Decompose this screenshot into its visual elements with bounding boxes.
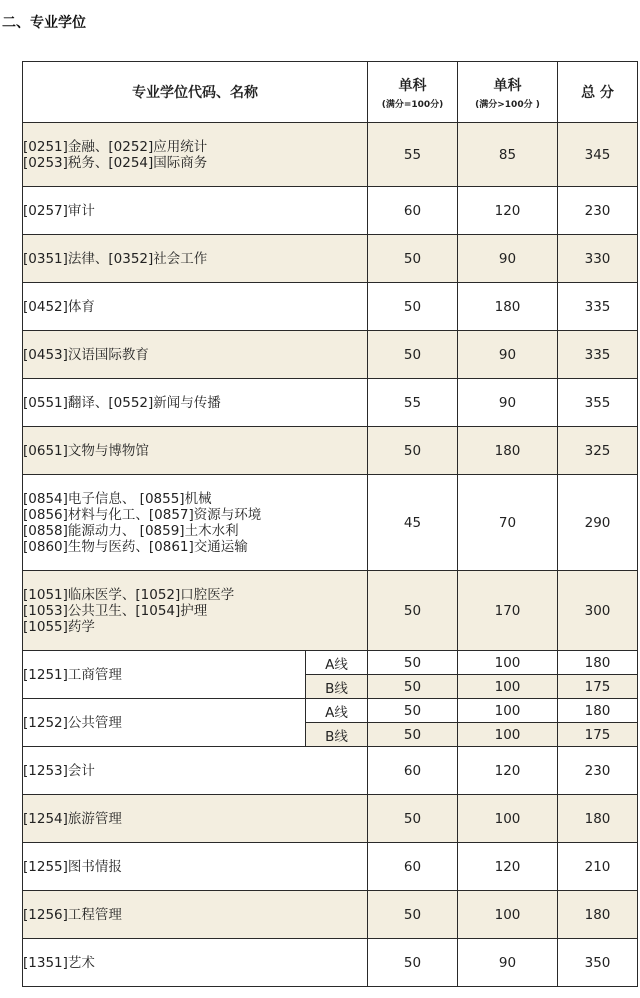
row-name: [1251]工商管理 xyxy=(23,651,306,699)
table-row xyxy=(23,747,638,795)
row-single1: 50 xyxy=(368,699,458,723)
row-single2: 90 xyxy=(458,331,558,379)
row-total: 325 xyxy=(558,427,638,475)
row-single2: 70 xyxy=(458,475,558,571)
row-total: 210 xyxy=(558,843,638,891)
row-single2: 100 xyxy=(458,651,558,675)
row-single2: 90 xyxy=(458,379,558,427)
row-name: [1256]工程管理 xyxy=(23,891,368,939)
row-single2: 180 xyxy=(458,283,558,331)
row-name: [1253]会计 xyxy=(23,747,368,795)
row-single2: 100 xyxy=(458,675,558,699)
row-total: 230 xyxy=(558,747,638,795)
row-single1: 55 xyxy=(368,379,458,427)
table-row xyxy=(23,891,638,939)
table-row xyxy=(23,843,638,891)
row-name: [0651]文物与博物馆 xyxy=(23,427,368,475)
row-single1: 50 xyxy=(368,675,458,699)
row-name: [0351]法律、[0352]社会工作 xyxy=(23,235,368,283)
row-name: [1255]图书情报 xyxy=(23,843,368,891)
row-single1: 50 xyxy=(368,427,458,475)
row-name: [1051]临床医学、[1052]口腔医学 [1053]公共卫生、[1054]护理 [1055]药学 xyxy=(23,571,368,651)
row-single2: 180 xyxy=(458,427,558,475)
row-total: 180 xyxy=(558,651,638,675)
row-single2: 100 xyxy=(458,699,558,723)
row-name: [0453]汉语国际教育 xyxy=(23,331,368,379)
row-total: 335 xyxy=(558,283,638,331)
row-total: 345 xyxy=(558,123,638,187)
table-row xyxy=(23,795,638,843)
table-row xyxy=(23,283,638,331)
row-line-label: A线 xyxy=(306,651,368,675)
row-single2: 90 xyxy=(458,939,558,987)
row-total: 350 xyxy=(558,939,638,987)
row-single2: 100 xyxy=(458,795,558,843)
row-name: [1351]艺术 xyxy=(23,939,368,987)
table-row xyxy=(23,235,638,283)
row-line-label: B线 xyxy=(306,723,368,747)
row-single1: 50 xyxy=(368,939,458,987)
row-total: 175 xyxy=(558,723,638,747)
row-single2: 85 xyxy=(458,123,558,187)
row-single2: 100 xyxy=(458,891,558,939)
header-name: 专业学位代码、名称 xyxy=(23,62,368,123)
row-single1: 50 xyxy=(368,331,458,379)
row-total: 180 xyxy=(558,891,638,939)
row-total: 180 xyxy=(558,699,638,723)
row-total: 230 xyxy=(558,187,638,235)
row-name: [0452]体育 xyxy=(23,283,368,331)
row-single1: 50 xyxy=(368,795,458,843)
row-name: [1254]旅游管理 xyxy=(23,795,368,843)
row-name: [0551]翻译、[0552]新闻与传播 xyxy=(23,379,368,427)
row-name: [0854]电子信息、 [0855]机械 [0856]材料与化工、[0857]资源与环境 [0858]能源动力、 [0859]土木水利 [0860]生物与医药、[0861]交通运输 xyxy=(23,475,368,571)
row-total: 180 xyxy=(558,795,638,843)
row-total: 335 xyxy=(558,331,638,379)
row-single1: 60 xyxy=(368,747,458,795)
row-single1: 45 xyxy=(368,475,458,571)
row-single1: 50 xyxy=(368,283,458,331)
table-row-a xyxy=(23,699,638,723)
header-row xyxy=(23,62,638,123)
row-name: [0257]审计 xyxy=(23,187,368,235)
row-single1: 55 xyxy=(368,123,458,187)
row-total: 175 xyxy=(558,675,638,699)
row-single2: 170 xyxy=(458,571,558,651)
table-row xyxy=(23,475,638,571)
section-title: 二、专业学位 xyxy=(2,15,86,31)
table-row xyxy=(23,187,638,235)
row-single1: 50 xyxy=(368,891,458,939)
header-single2: 单科 (满分>100分 ) xyxy=(458,62,558,123)
table-row-a xyxy=(23,651,638,675)
row-single2: 120 xyxy=(458,747,558,795)
header-total: 总 分 xyxy=(558,62,638,123)
table-row xyxy=(23,379,638,427)
table-row xyxy=(23,427,638,475)
row-single1: 50 xyxy=(368,571,458,651)
score-table xyxy=(22,61,638,987)
table-row xyxy=(23,331,638,379)
table-row xyxy=(23,123,638,187)
row-line-label: B线 xyxy=(306,675,368,699)
row-single1: 60 xyxy=(368,187,458,235)
row-single2: 100 xyxy=(458,723,558,747)
row-line-label: A线 xyxy=(306,699,368,723)
row-single2: 120 xyxy=(458,187,558,235)
row-total: 355 xyxy=(558,379,638,427)
row-single1: 50 xyxy=(368,723,458,747)
row-name: [1252]公共管理 xyxy=(23,699,306,747)
table-row xyxy=(23,571,638,651)
row-total: 290 xyxy=(558,475,638,571)
table-row xyxy=(23,939,638,987)
row-name: [0251]金融、[0252]应用统计 [0253]税务、[0254]国际商务 xyxy=(23,123,368,187)
row-single2: 120 xyxy=(458,843,558,891)
row-single1: 60 xyxy=(368,843,458,891)
row-single1: 50 xyxy=(368,651,458,675)
row-total: 300 xyxy=(558,571,638,651)
row-single1: 50 xyxy=(368,235,458,283)
row-single2: 90 xyxy=(458,235,558,283)
header-single1: 单科 (满分=100分) xyxy=(368,62,458,123)
row-total: 330 xyxy=(558,235,638,283)
